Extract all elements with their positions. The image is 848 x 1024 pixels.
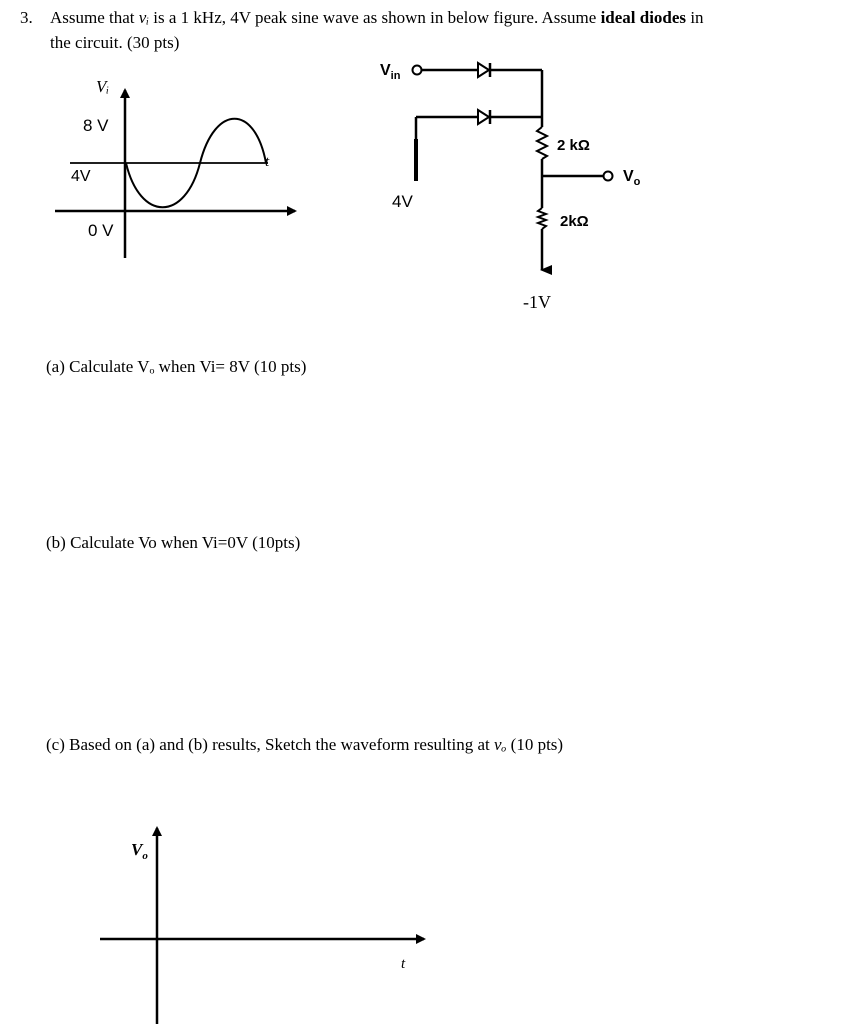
resistor-r1 [537, 127, 547, 159]
input-x-axis-label: t [265, 154, 270, 170]
supply-minus-1v-label: -1V [523, 292, 551, 312]
output-y-axis-label: $V_o$ [131, 840, 148, 862]
output-waveform-axes [90, 820, 440, 1024]
part-a-text: (a) Calculate Vₒ when Vi= 8V (10 pts) [46, 357, 307, 376]
question-line-2: the circuit. (30 pts) [50, 33, 180, 52]
diode-d2 [478, 110, 490, 124]
tick-label-8v: 8 V [83, 116, 109, 135]
part-c-text-part: (c) Based on (a) and (b) results, Sketch the waveform resulting at [46, 735, 494, 754]
question-number: 3. [20, 8, 33, 27]
diode-d1 [478, 63, 490, 77]
vo-terminal [604, 172, 613, 181]
input-waveform-graph [0, 60, 330, 270]
tick-label-4v: 4V [71, 168, 91, 185]
r1-label: 2 kΩ [557, 137, 590, 154]
input-y-axis-label: Vᵢ [96, 77, 110, 96]
question-text-part: Assume that [50, 8, 139, 27]
part-b-text: (b) Calculate Vo when Vi=0V (10pts) [46, 533, 301, 552]
diode-circuit-schematic [360, 50, 660, 320]
part-c-text-part: (10 pts) [506, 735, 564, 754]
part-c-text [46, 735, 563, 755]
vo-label: $V_o$ [623, 168, 641, 188]
resistor-r2 [538, 208, 546, 229]
question-line-1 [50, 6, 704, 30]
vin-terminal [413, 66, 422, 75]
source-4v-label: 4V [392, 192, 413, 211]
r2-label: 2kΩ [560, 213, 589, 230]
question-text-part: is a 1 kHz, 4V peak sine wave as shown in below figure. Assume [149, 8, 601, 27]
output-x-axis-label: t [401, 956, 406, 972]
vi-variable: vᵢ [138, 8, 150, 27]
vin-label: $V_{in}$ [380, 62, 401, 82]
question-text-part: in [686, 8, 704, 27]
tick-label-0v: 0 V [88, 221, 114, 240]
vo-variable: vₒ [494, 735, 507, 754]
ideal-diodes-emphasis: ideal diodes [600, 8, 687, 27]
